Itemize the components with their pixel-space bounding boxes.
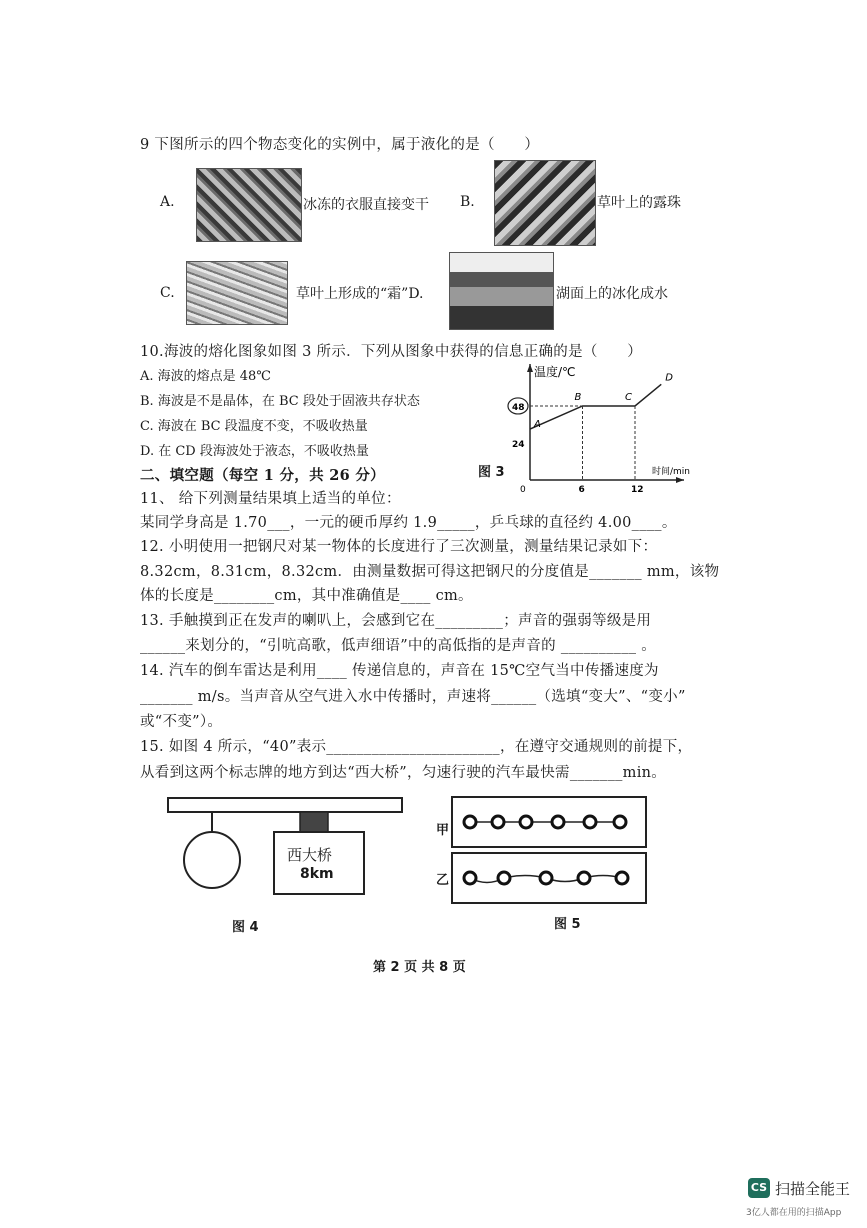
- q10-stem: 10.海波的熔化图象如图 3 所示．下列从图象中获得的信息正确的是（ ）: [140, 344, 643, 360]
- dew-photo: [494, 160, 596, 246]
- strip2-drop: [498, 872, 510, 884]
- q9-option-d-text: 湖面上的冰化成水: [556, 286, 668, 302]
- fig5-drop-strips: [450, 795, 650, 907]
- page-footer: 第 2 页 共 8 页: [373, 960, 466, 975]
- fig4-caption: 图 4: [232, 920, 259, 935]
- q9-option-b-letter: B.: [460, 194, 475, 210]
- frozen-clothes-photo: [196, 168, 302, 242]
- point-label: D: [665, 372, 673, 384]
- x-tick-label: 6: [578, 485, 585, 495]
- fig4-road-signs: [160, 790, 410, 900]
- y-tick-label: 24: [512, 439, 525, 450]
- fig4-sign-line2: 8km: [300, 866, 334, 882]
- fig3-caption: 图 3: [478, 465, 505, 480]
- point-label: A: [534, 419, 541, 431]
- section-2-heading: 二、填空题（每空 1 分，共 26 分）: [140, 467, 385, 484]
- q12-line3: 体的长度是________cm，其中准确值是____ cm。: [140, 588, 473, 604]
- y-axis-label: 温度/℃: [534, 365, 576, 379]
- fig5-row2-label: 乙: [436, 873, 450, 888]
- speed-limit-sign-icon: [184, 832, 240, 888]
- origin-label: 0: [520, 485, 526, 495]
- q9-option-c-text: 草叶上形成的“霜”D.: [296, 286, 424, 302]
- melting-curve: [530, 384, 661, 429]
- frost-photo: [186, 261, 288, 325]
- q9-option-c-letter: C.: [160, 285, 175, 301]
- strip2-drop: [464, 872, 476, 884]
- q9-option-a-text: 冰冻的衣服直接变干: [303, 197, 429, 213]
- q11-line: 某同学身高是 1.70___，一元的硬币厚约 1.9_____，乒乓球的直径约 4.00____。: [140, 515, 677, 531]
- scanner-app-name: 扫描全能王: [775, 1180, 851, 1198]
- q9-option-a-letter: A.: [160, 194, 175, 210]
- x-axis-arrow: [676, 477, 684, 483]
- strip1-drop: [492, 816, 504, 828]
- q10-option-d: D. 在 CD 段海波处于液态，不吸收热量: [140, 444, 369, 459]
- q14-line3: 或“不变”）。: [140, 714, 223, 730]
- y-tick-label: 48: [512, 402, 525, 413]
- q9-option-b-text: 草叶上的露珠: [597, 195, 681, 211]
- q9-stem: 9 下图所示的四个物态变化的实例中，属于液化的是（ ）: [140, 137, 540, 153]
- q12-line2: 8.32cm，8.31cm，8.32cm．由测量数据可得这把钢尺的分度值是_______ mm，该物: [140, 564, 720, 580]
- y-axis-arrow: [527, 364, 533, 372]
- q10-option-a: A. 海波的熔点是 48℃: [140, 369, 271, 384]
- strip1-drop: [614, 816, 626, 828]
- fig4-sign-line1: 西大桥: [287, 846, 333, 864]
- q13-line1: 13. 手触摸到正在发声的喇叭上，会感到它在_________；声音的强弱等级是用: [140, 613, 652, 629]
- q15-line2: 从看到这两个标志牌的地方到达“西大桥”，匀速行驶的汽车最快需_______min。: [140, 765, 667, 781]
- x-tick-label: 12: [631, 485, 644, 495]
- melting-ice-photo: [449, 252, 554, 330]
- q11-stem: 11、 给下列测量结果填上适当的单位：: [140, 491, 401, 507]
- q12-line1: 12. 小明使用一把钢尺对某一物体的长度进行了三次测量，测量结果记录如下：: [140, 539, 658, 555]
- fig5-caption: 图 5: [554, 917, 581, 932]
- q14-line1: 14. 汽车的倒车雷达是利用____ 传递信息的，声音在 15℃空气当中传播速度为: [140, 663, 659, 679]
- strip2-drop: [616, 872, 628, 884]
- strip1-drop: [520, 816, 532, 828]
- q10-option-c: C. 海波在 BC 段温度不变，不吸收热量: [140, 419, 368, 434]
- q14-line2: _______ m/s。当声音从空气进入水中传播时，声速将______（选填“变大”、“变小”: [140, 689, 686, 705]
- strip1-drop: [464, 816, 476, 828]
- fig5-row1-label: 甲: [436, 823, 450, 838]
- strip1-drop: [552, 816, 564, 828]
- q13-line2: ______来划分的，“引吭高歌，低声细语”中的高低指的是声音的 __________ 。: [140, 638, 657, 654]
- q15-line1: 15. 如图 4 所示，“40”表示_______________________，在遵守交通规则的前提下，: [140, 739, 693, 755]
- point-label: C: [625, 391, 632, 403]
- scanner-logo-icon: CS: [748, 1178, 770, 1198]
- strip1-drop: [584, 816, 596, 828]
- scanner-app-tagline: 3亿人都在用的扫描App: [746, 1208, 842, 1218]
- strip2-drop: [540, 872, 552, 884]
- q10-option-b: B. 海波是不是晶体，在 BC 段处于固液共存状态: [140, 394, 420, 409]
- strip2-drop: [578, 872, 590, 884]
- fig3-melting-chart: [500, 362, 700, 497]
- x-axis-label: 时间/min: [652, 467, 691, 477]
- point-label: B: [574, 391, 582, 403]
